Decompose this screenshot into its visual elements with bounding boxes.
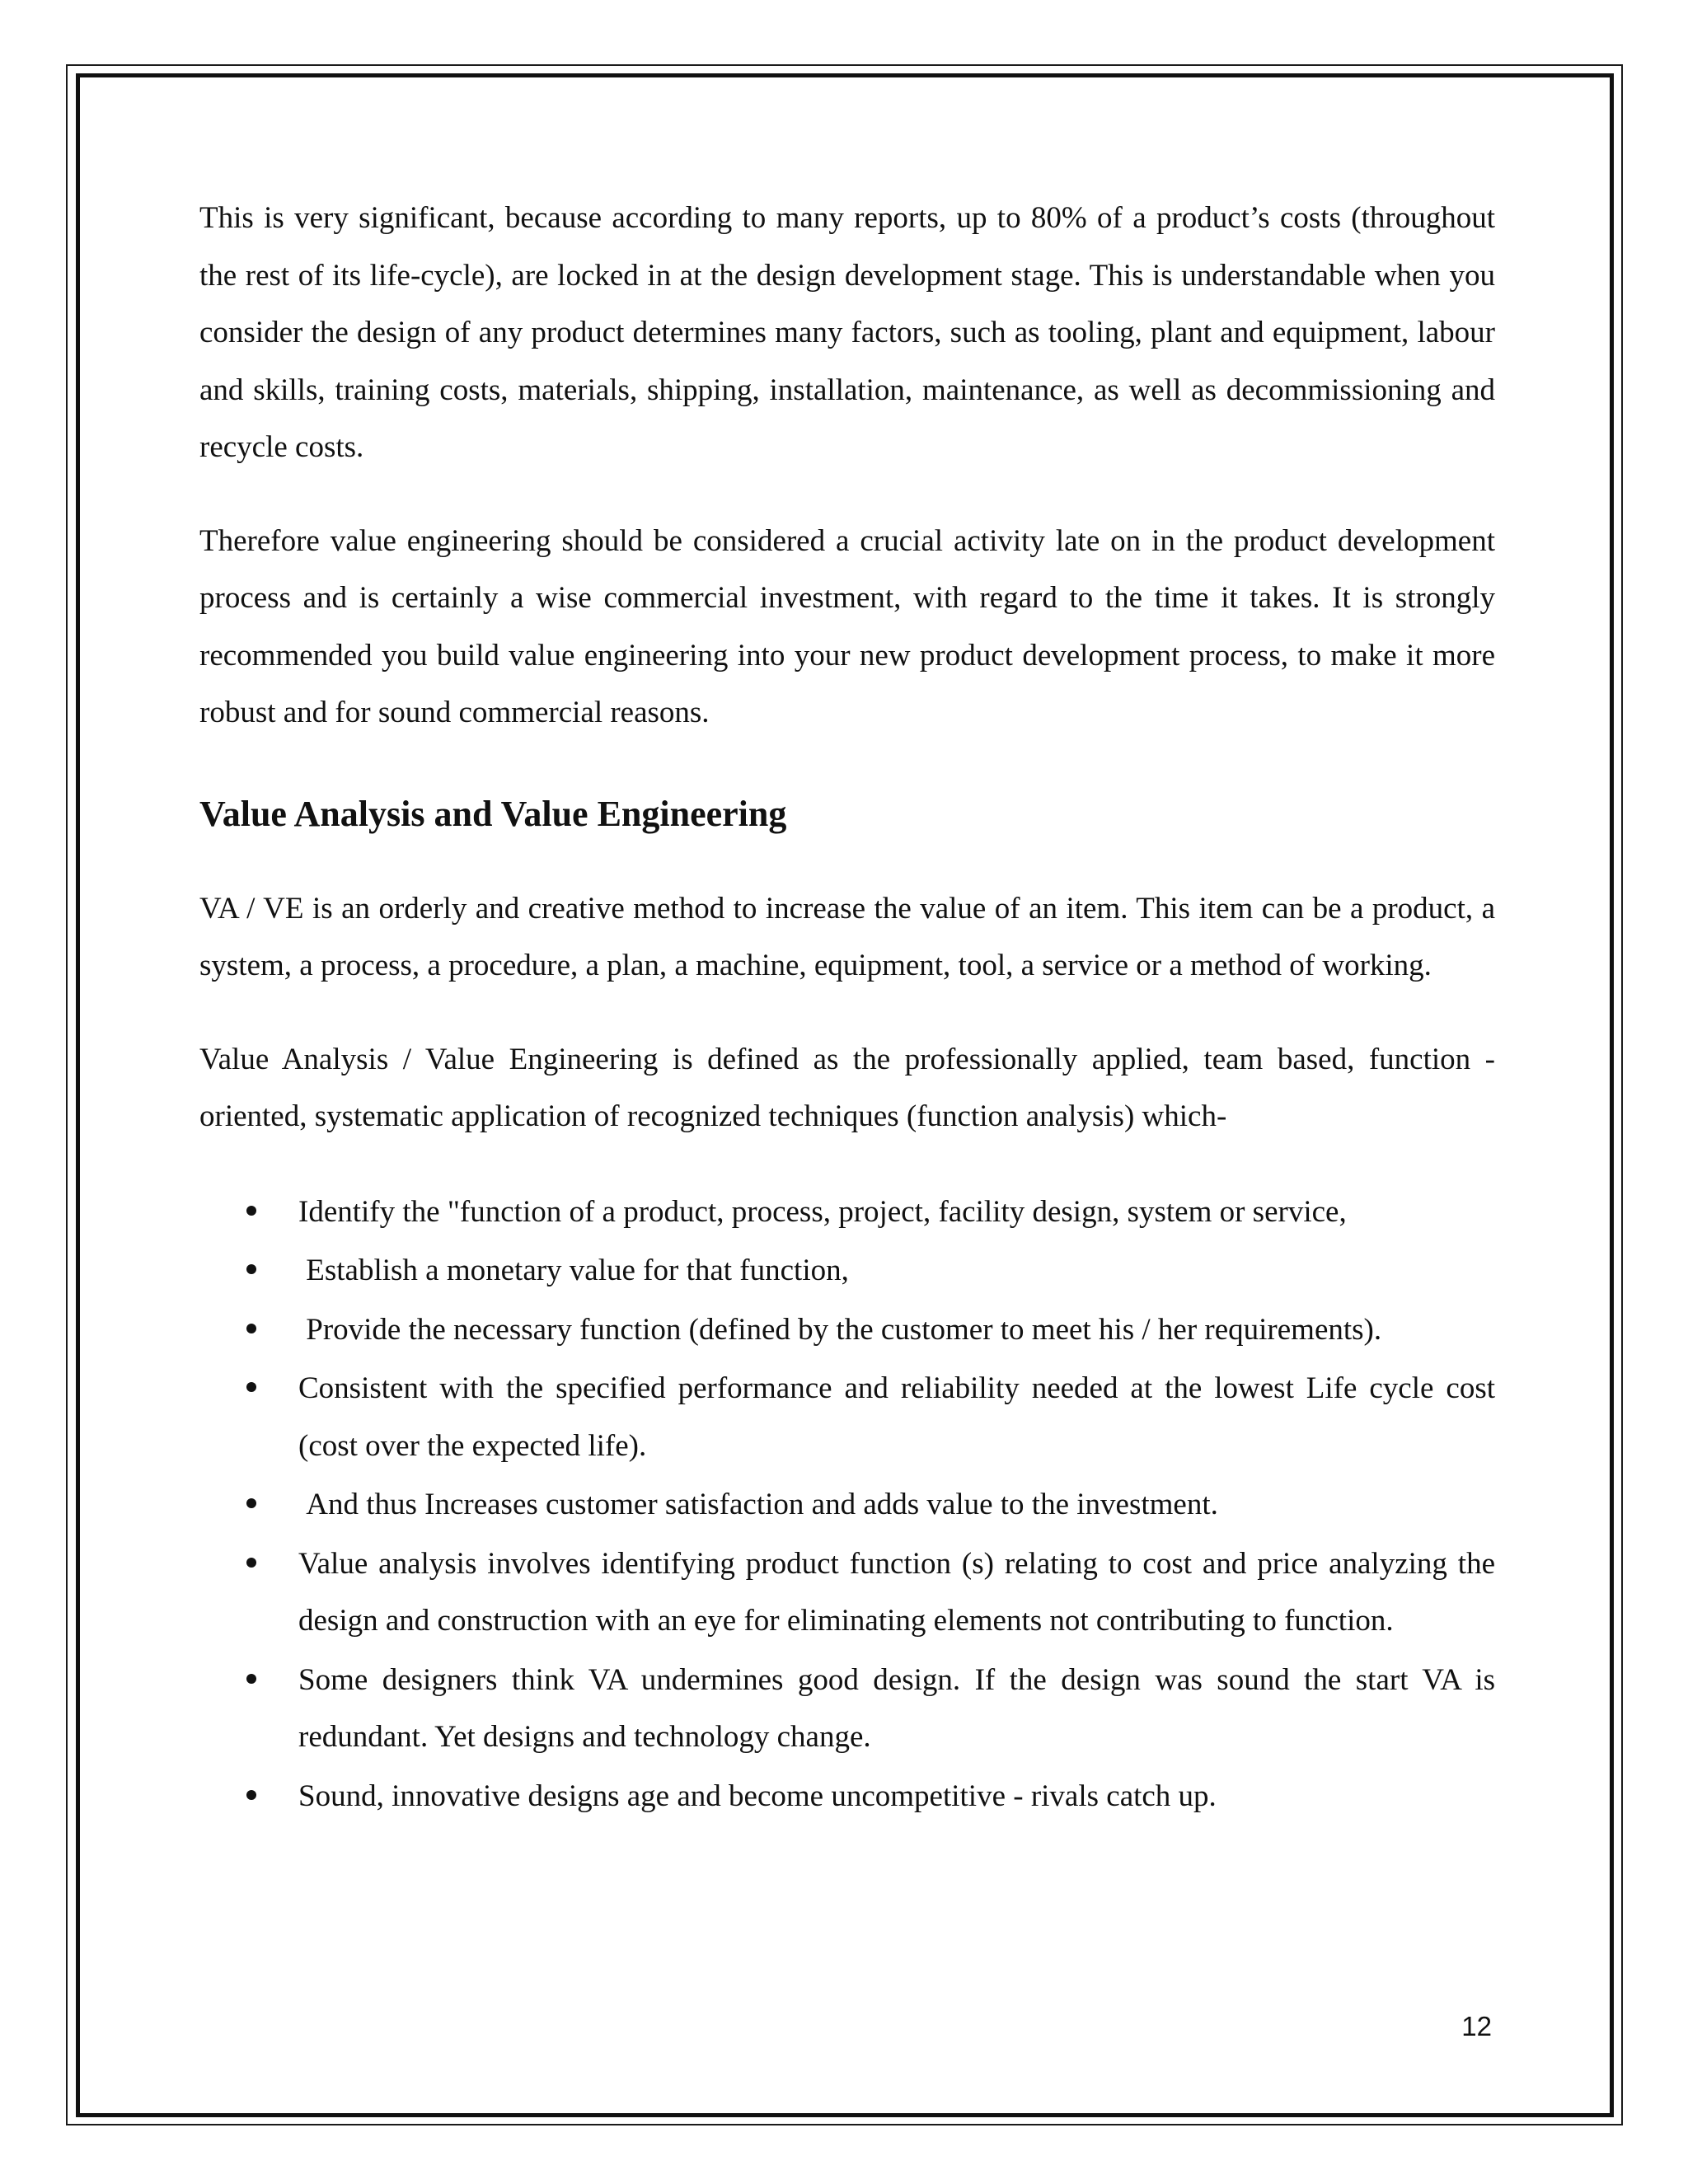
bullet-icon: [246, 1498, 256, 1508]
paragraph-value-engineering-recommendation: Therefore value engineering should be considered a crucial activity late on in the product development process and is certainly a wise commercial investment, with regard to the time it takes. It is strongly recommended you build value engineering into your new product development process, to make it more robust and for sound commercial reasons.: [199, 523, 1495, 729]
document-body: [199, 190, 1495, 1826]
list-item: Sound, innovative designs age and become uncompetitive - rivals catch up.: [199, 1768, 1495, 1825]
paragraph-va-ve-definition: VA / VE is an orderly and creative method to increase the value of an item. This item can be a product, a system, a process, a procedure, a plan, a machine, equipment, tool, a service or a method of working.: [199, 891, 1495, 982]
bullet-icon: [246, 1382, 256, 1392]
bullet-icon: [246, 1558, 256, 1568]
paragraph-product-costs: This is very significant, because according to many reports, up to 80% of a product’s costs (throughout the rest of its life-cycle), are locked in at the design development stage. This is understandable when you consider the design of any product determines many factors, such as tooling, plant and equipment, labour and skills, training costs, materials, shipping, installation, maintenance, as well as decommissioning and recycle costs.: [199, 201, 1495, 464]
bullet-icon: [246, 1206, 256, 1216]
bullet-icon: [246, 1674, 256, 1684]
paragraph-va-ve-function-analysis: Value Analysis / Value Engineering is defined as the professionally applied, team based, function - oriented, systematic application of recognized techniques (function analysis) which-: [199, 1042, 1495, 1133]
bullet-icon: [246, 1790, 256, 1800]
list-item: And thus Increases customer satisfaction and adds value to the investment.: [199, 1476, 1495, 1534]
list-item: Some designers think VA undermines good design. If the design was sound the start VA is redundant. Yet designs and technology change.: [199, 1652, 1495, 1766]
bullet-list: [199, 1183, 1495, 1825]
list-item: Value analysis involves identifying product function (s) relating to cost and price analyzing the design and construction with an eye for eliminating elements not contributing to function.: [199, 1535, 1495, 1650]
bullet-icon: [246, 1264, 256, 1274]
list-item: Consistent with the specified performance and reliability needed at the lowest Life cycle cost (cost over the expected life).: [199, 1360, 1495, 1474]
section-heading: Value Analysis and Value Engineering: [199, 793, 787, 834]
bullet-icon: [246, 1324, 256, 1333]
list-item: Identify the "function of a product, process, project, facility design, system or service,: [199, 1183, 1495, 1241]
list-item: Establish a monetary value for that function,: [199, 1242, 1495, 1300]
page-number: 12: [1461, 2011, 1492, 2041]
list-item: Provide the necessary function (defined by the customer to meet his / her requirements).: [199, 1301, 1495, 1359]
